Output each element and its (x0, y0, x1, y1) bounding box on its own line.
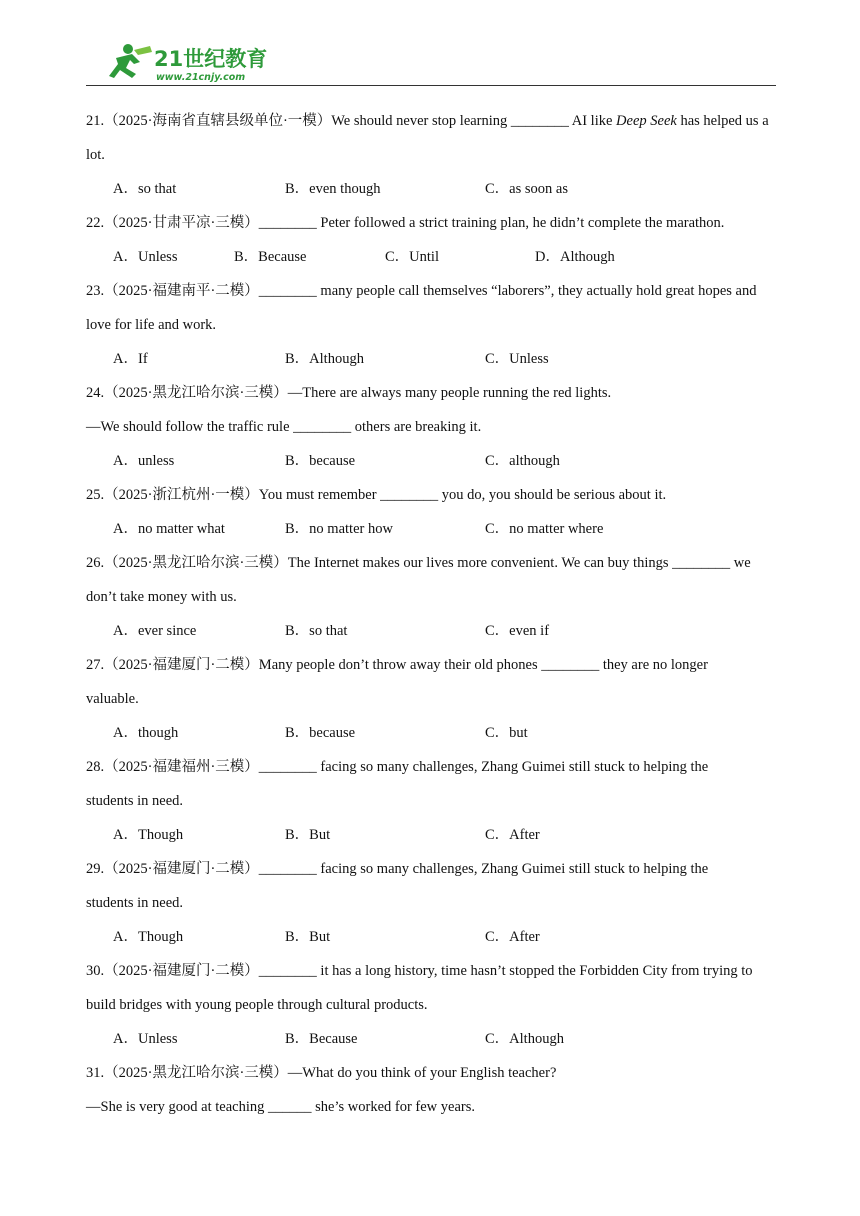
question-22 (86, 206, 776, 274)
option-c[interactable]: C．but (485, 725, 528, 741)
question-stem: 30.（2025·福建厦门·二模）________ it has a long history, time hasn’t stopped the Forbidden City from trying to build bridges with young people through cultural products. (86, 963, 753, 1013)
option-a[interactable]: A．Though (113, 827, 184, 843)
options (86, 614, 776, 648)
question-26 (86, 546, 776, 648)
question-28 (86, 750, 776, 852)
option-b[interactable]: B．Because (285, 1031, 358, 1047)
option-c[interactable]: C．Until (385, 249, 439, 265)
header-rule (86, 85, 776, 86)
question-stem-reply: —We should follow the traffic rule ________ others are breaking it. (86, 419, 482, 435)
question-31 (86, 1056, 776, 1124)
options (86, 342, 776, 376)
option-a[interactable]: A．If (113, 351, 148, 367)
options (86, 172, 776, 206)
question-stem: 31.（2025·黑龙江哈尔滨·三模）—What do you think of your English teacher? (86, 1065, 557, 1081)
option-c[interactable]: C．no matter where (485, 521, 604, 537)
question-stem: 22.（2025·甘肃平凉·三模）________ Peter followed a strict training plan, he didn’t complete the marathon. (86, 215, 725, 231)
options (86, 716, 776, 750)
logo-21cnjy (106, 40, 286, 84)
option-b[interactable]: B．even though (285, 181, 381, 197)
question-stem: 21.（2025·海南省直辖县级单位·一模）We should never stop learning ________ AI like Deep Seek has helped us a lot. (86, 113, 769, 163)
question-stem-reply: —She is very good at teaching ______ she’s worked for few years. (86, 1099, 475, 1115)
question-27 (86, 648, 776, 750)
logo-url: www.21cnjy.com (156, 72, 246, 83)
question-list (86, 104, 776, 1124)
question-25 (86, 478, 776, 546)
option-a[interactable]: A．unless (113, 453, 175, 469)
option-a[interactable]: A．Unless (113, 249, 178, 265)
option-b[interactable]: B．But (285, 827, 331, 843)
runner-icon (109, 44, 152, 78)
question-stem: 23.（2025·福建南平·二模）________ many people call themselves “laborers”, they actually hold great hopes and love for life and work. (86, 283, 757, 333)
question-stem: 27.（2025·福建厦门·二模）Many people don’t throw away their old phones ________ they are no longer valuable. (86, 657, 708, 707)
option-b[interactable]: B．no matter how (285, 521, 393, 537)
page-header (86, 40, 776, 88)
option-a[interactable]: A．Unless (113, 1031, 178, 1047)
option-a[interactable]: A．so that (113, 181, 177, 197)
option-d[interactable]: D．Although (535, 249, 615, 265)
options (86, 818, 776, 852)
option-b[interactable]: B．because (285, 453, 356, 469)
option-b[interactable]: B．Although (285, 351, 364, 367)
option-b[interactable]: B．because (285, 725, 356, 741)
option-c[interactable]: C．Unless (485, 351, 549, 367)
question-stem: 28.（2025·福建福州·三模）________ facing so many challenges, Zhang Guimei still stuck to helping the students in need. (86, 759, 709, 809)
question-30 (86, 954, 776, 1056)
option-a[interactable]: A．ever since (113, 623, 197, 639)
option-b[interactable]: B．But (285, 929, 331, 945)
option-c[interactable]: C．After (485, 827, 540, 843)
question-21 (86, 104, 776, 206)
options (86, 920, 776, 954)
options (86, 444, 776, 478)
question-29 (86, 852, 776, 954)
question-stem: 24.（2025·黑龙江哈尔滨·三模）—There are always many people running the red lights. (86, 385, 612, 401)
option-a[interactable]: A．Though (113, 929, 184, 945)
options (86, 1022, 776, 1056)
option-b[interactable]: B．so that (285, 623, 348, 639)
options (86, 240, 776, 274)
option-a[interactable]: A．though (113, 725, 179, 741)
question-23 (86, 274, 776, 376)
option-a[interactable]: A．no matter what (113, 521, 225, 537)
option-c[interactable]: C．After (485, 929, 540, 945)
option-b[interactable]: B．Because (234, 249, 307, 265)
option-c[interactable]: C．although (485, 453, 560, 469)
question-stem: 26.（2025·黑龙江哈尔滨·三模）The Internet makes our lives more convenient. We can buy things ________ we don’t take money with us. (86, 555, 751, 605)
options (86, 512, 776, 546)
question-stem: 29.（2025·福建厦门·二模）________ facing so many challenges, Zhang Guimei still stuck to helping the students in need. (86, 861, 709, 911)
question-24 (86, 376, 776, 478)
option-c[interactable]: C．even if (485, 623, 550, 639)
logo-title: 21世纪教育 (154, 47, 268, 71)
option-c[interactable]: C．as soon as (485, 181, 568, 197)
question-stem: 25.（2025·浙江杭州·一模）You must remember ________ you do, you should be serious about it. (86, 487, 667, 503)
option-c[interactable]: C．Although (485, 1031, 564, 1047)
